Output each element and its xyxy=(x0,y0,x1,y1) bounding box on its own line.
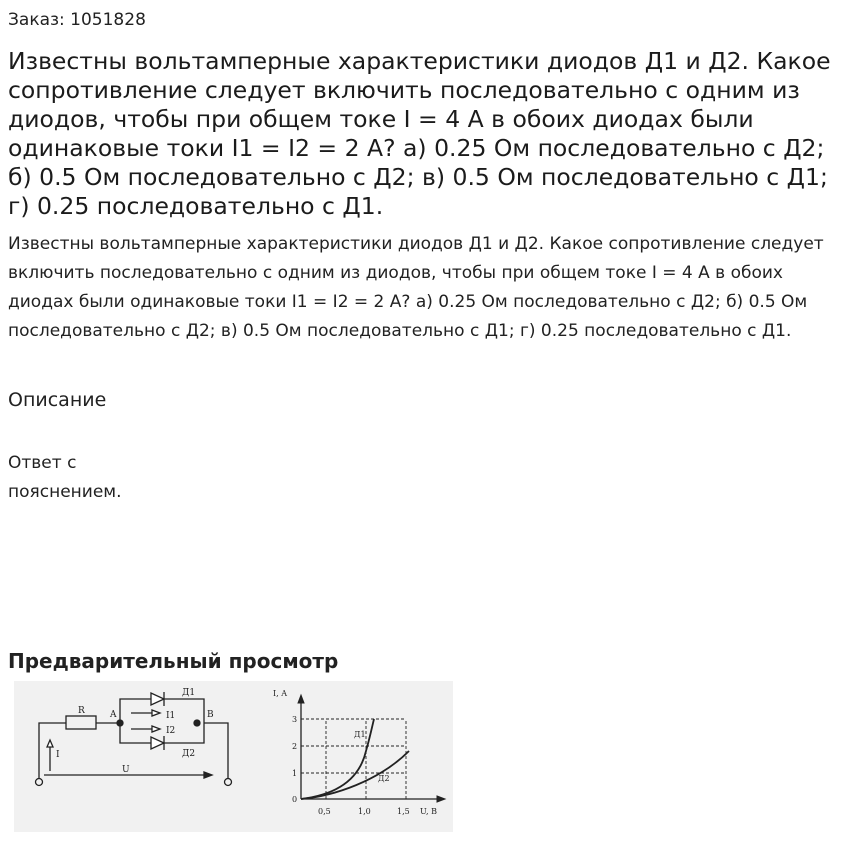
label-i2: I2 xyxy=(166,726,176,736)
diode-2-symbol xyxy=(151,737,164,749)
x-tick-10: 1,0 xyxy=(358,807,371,816)
page-title: Известны вольтамперные характеристики диодов Д1 и Д2. Какое сопротивление следует включить последовательно с одним из диодов, чтобы при общем токе I = 4 А в обоих диодах были одинаковые токи I1 = I2 = 2 А? а) 0.25 Ом последовательно с Д2; б) 0.5 Ом последовательно с Д2; в) 0.5 Ом последовательно с Д1; г) 0.25 последовательно с Д1. xyxy=(8,47,831,220)
description-heading: Описание xyxy=(8,389,107,411)
preview-figure xyxy=(14,681,453,832)
diode-1-symbol xyxy=(151,693,164,705)
label-r: R xyxy=(78,706,85,716)
node-b xyxy=(194,720,200,726)
preview-image xyxy=(14,681,453,832)
label-i1: I1 xyxy=(166,711,176,721)
terminal-right xyxy=(225,779,232,786)
y-tick-1: 1 xyxy=(292,769,298,778)
order-number: Заказ: 1051828 xyxy=(8,10,146,30)
vah-graph xyxy=(298,695,445,802)
x-tick-05: 0,5 xyxy=(318,807,331,816)
label-i: I xyxy=(56,750,60,760)
terminal-left xyxy=(36,779,43,786)
problem-text: Известны вольтамперные характеристики диодов Д1 и Д2. Какое сопротивление следует включить последовательно с одним из диодов, чтобы при общем токе I = 4 А в обоих диодах были одинаковые токи I1 = I2 = 2 А? а) 0.25 Ом последовательно с Д2; б) 0.5 Ом последовательно с Д2; в) 0.5 Ом последовательно с Д1; г) 0.25 последовательно с Д1. xyxy=(8,234,824,341)
y-tick-0: 0 xyxy=(292,795,298,804)
y-axis-label: I, A xyxy=(273,689,288,698)
label-d2: Д2 xyxy=(182,749,196,759)
curve-d2-label: Д2 xyxy=(378,774,390,783)
label-u: U xyxy=(122,765,130,775)
preview-heading: Предварительный просмотр xyxy=(8,649,339,673)
circuit-diagram xyxy=(36,692,232,786)
description-text: Ответ с пояснением. xyxy=(8,453,122,502)
x-tick-15: 1,5 xyxy=(397,807,410,816)
y-tick-2: 2 xyxy=(292,742,298,751)
label-d1: Д1 xyxy=(182,688,196,698)
curve-d1-label: Д1 xyxy=(354,730,366,739)
x-axis-label: U, B xyxy=(420,807,437,816)
y-tick-3: 3 xyxy=(292,715,298,724)
label-a: A xyxy=(110,710,117,720)
resistor xyxy=(66,716,96,729)
label-b: B xyxy=(207,710,214,720)
